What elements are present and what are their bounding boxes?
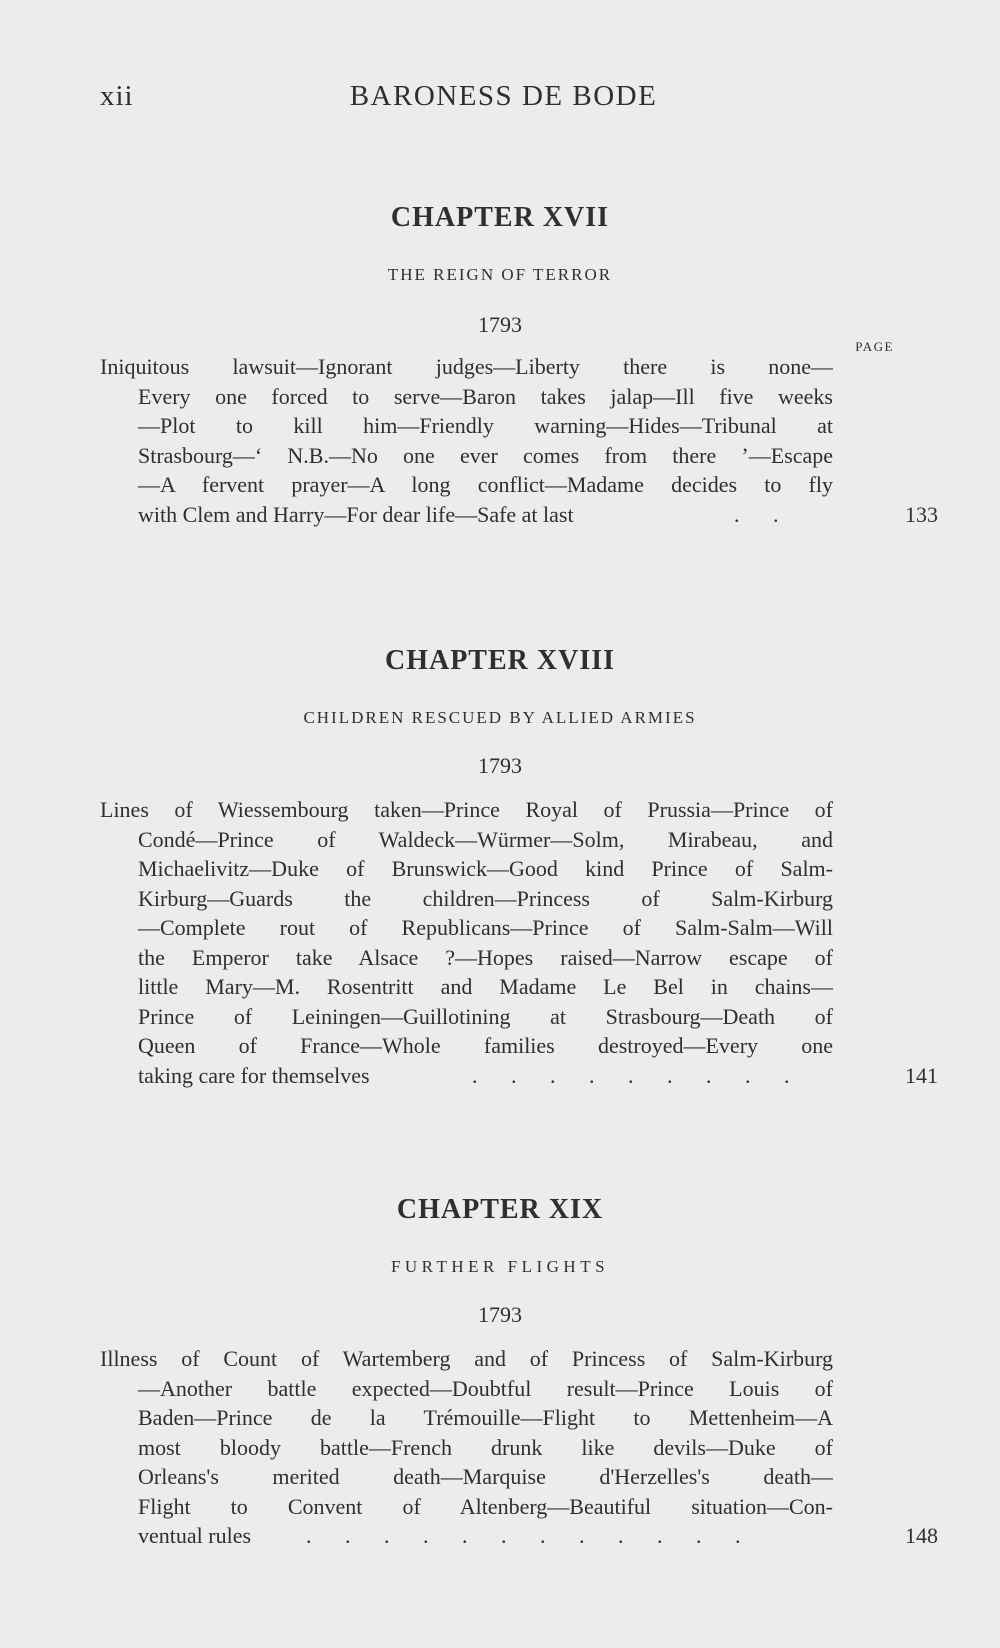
synopsis-line: —A fervent prayer—A long conflict—Madame decides to fly — [138, 472, 833, 497]
page-folio: xii — [100, 80, 134, 112]
chapter-synopsis — [100, 339, 938, 529]
synopsis-last-line — [100, 1061, 938, 1091]
synopsis-line: Iniquitous lawsuit—Ignorant judges—Liberty there is none— — [100, 354, 833, 379]
synopsis-text — [100, 795, 833, 1061]
chapter-year: 1793 — [478, 753, 522, 778]
synopsis-line: little Mary—M. Rosentritt and Madame Le Bel in chains— — [138, 974, 833, 999]
synopsis-line: —Another battle expected—Doubtful result—Prince Louis of — [138, 1375, 833, 1401]
synopsis-line: most bloody battle—French drunk like devils—Duke of — [138, 1434, 833, 1460]
synopsis-line: taking care for themselves — [138, 1062, 370, 1088]
dot-leaders: . . . . . . . . . — [472, 1062, 804, 1088]
synopsis-line: Baden—Prince de la Trémouille—Flight to Mettenheim—A — [138, 1405, 833, 1430]
synopsis-line: the Emperor take Alsace ?—Hopes raised—Narrow escape of — [138, 944, 833, 970]
chapter-subtitle: THE REIGN OF TERROR — [387, 265, 613, 284]
chapter-xviii — [100, 641, 938, 1090]
synopsis-line: Illness of Count of Wartemberg and of Princess of Salm-Kirburg — [100, 1346, 833, 1371]
synopsis-line: ventual rules — [138, 1523, 252, 1548]
page-number: 133 — [905, 501, 938, 527]
synopsis-line: Every one forced to serve—Baron takes jalap—Ill five weeks — [138, 383, 833, 409]
chapter-synopsis — [100, 1344, 938, 1551]
synopsis-line: with Clem and Harry—For dear life—Safe at last — [138, 501, 574, 527]
synopsis-line: Kirburg—Guards the children—Princess of Salm-Kirburg — [138, 885, 833, 911]
page-number: 148 — [905, 1523, 938, 1548]
synopsis-last-line — [100, 1521, 938, 1551]
chapter-heading: CHAPTER XIX — [396, 1194, 604, 1225]
dot-leaders: . . — [734, 501, 793, 527]
chapter-xvii — [100, 198, 938, 529]
synopsis-line: Prince of Leiningen—Guillotining at Strasbourg—Death of — [138, 1003, 833, 1029]
synopsis-line: Queen of France—Whole families destroyed—Every one — [138, 1033, 833, 1058]
synopsis-line: Strasbourg—‘ N.B.—No one ever comes from there ’—Escape — [138, 442, 833, 468]
dot-leaders: . . . . . . . . . . . . — [306, 1523, 755, 1548]
synopsis-line: —Complete rout of Republicans—Prince of Salm-Salm—Will — [138, 915, 833, 940]
chapter-heading: CHAPTER XVIII — [384, 645, 616, 676]
synopsis-line: Flight to Convent of Altenberg—Beautiful situation—Con- — [138, 1493, 833, 1519]
chapter-xix — [100, 1190, 938, 1551]
synopsis-line: Orleans's merited death—Marquise d'Herzelles's death— — [138, 1464, 833, 1489]
running-head — [100, 80, 900, 120]
page-column-label: PAGE — [855, 339, 894, 354]
page-number: 141 — [905, 1062, 938, 1088]
book-title: BARONESS DE BODE — [349, 80, 658, 112]
synopsis-text — [100, 352, 833, 500]
chapter-subtitle: FURTHER FLIGHTS — [390, 1257, 610, 1276]
synopsis-last-line — [100, 500, 938, 530]
chapter-heading: CHAPTER XVII — [390, 202, 610, 233]
synopsis-line: —Plot to kill him—Friendly warning—Hides—Tribunal at — [138, 413, 833, 438]
synopsis-line: Michaelivitz—Duke of Brunswick—Good kind Prince of Salm- — [138, 856, 833, 881]
synopsis-text — [100, 1344, 833, 1521]
chapter-year: 1793 — [478, 1302, 522, 1327]
chapter-year: 1793 — [478, 312, 522, 337]
synopsis-line: Lines of Wiessembourg taken—Prince Royal of Prussia—Prince of — [100, 797, 833, 822]
synopsis-line: Condé—Prince of Waldeck—Würmer—Solm, Mirabeau, and — [138, 826, 833, 852]
chapter-subtitle: CHILDREN RESCUED BY ALLIED ARMIES — [303, 708, 697, 727]
chapter-synopsis — [100, 795, 938, 1090]
